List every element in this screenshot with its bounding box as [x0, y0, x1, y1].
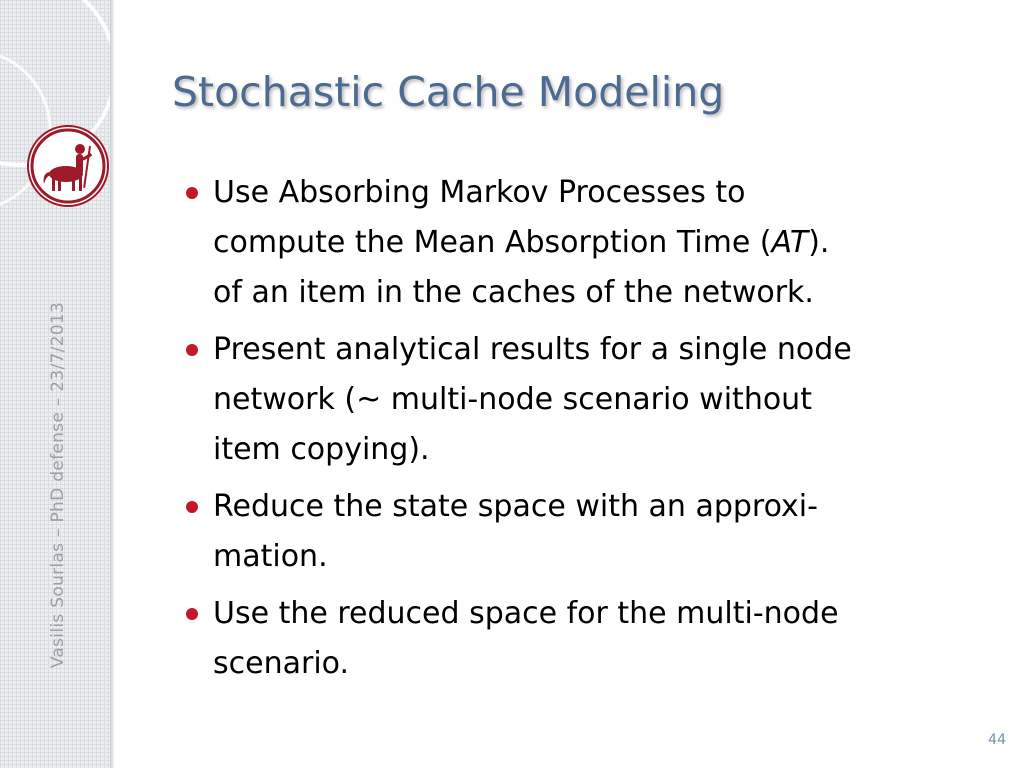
- bullet-line: Use the reduced space for the multi-node: [213, 596, 839, 631]
- sidebar-divider: [110, 0, 114, 768]
- bullet-line: Present analytical results for a single node: [213, 332, 852, 367]
- centaur-logo-icon: [26, 124, 110, 208]
- text-segment: ).: [808, 225, 830, 260]
- bullet-icon: [186, 344, 198, 356]
- bullet-item: [186, 168, 1006, 318]
- page-number: 44: [988, 732, 1006, 748]
- bullet-icon: [186, 187, 198, 199]
- footer-text: Vasilis Sourlas – PhD defense – 23/7/2013: [48, 301, 68, 669]
- bullet-line: Use Absorbing Markov Processes to: [213, 175, 746, 210]
- slide-title: Stochastic Cache Modeling: [172, 68, 725, 116]
- bullet-line: Reduce the state space with an approxi-: [213, 489, 818, 524]
- bullet-line: scenario.: [213, 646, 350, 681]
- bullet-line: of an item in the caches of the network.: [213, 275, 814, 310]
- text-segment: compute the Mean Absorption Time (: [213, 225, 772, 260]
- bullet-icon: [186, 608, 198, 620]
- bullet-line: [213, 218, 1006, 268]
- bullet-item: [186, 482, 1006, 582]
- bullet-line: network (~ multi-node scenario without: [213, 382, 812, 417]
- bullet-list: [186, 168, 1006, 696]
- emphasis-text: AT: [771, 225, 809, 260]
- bullet-item: [186, 325, 1006, 475]
- sidebar-panel: [0, 0, 112, 768]
- bullet-item: [186, 589, 1006, 689]
- bullet-line: item copying).: [213, 432, 430, 467]
- bullet-icon: [186, 501, 198, 513]
- bullet-line: mation.: [213, 539, 328, 574]
